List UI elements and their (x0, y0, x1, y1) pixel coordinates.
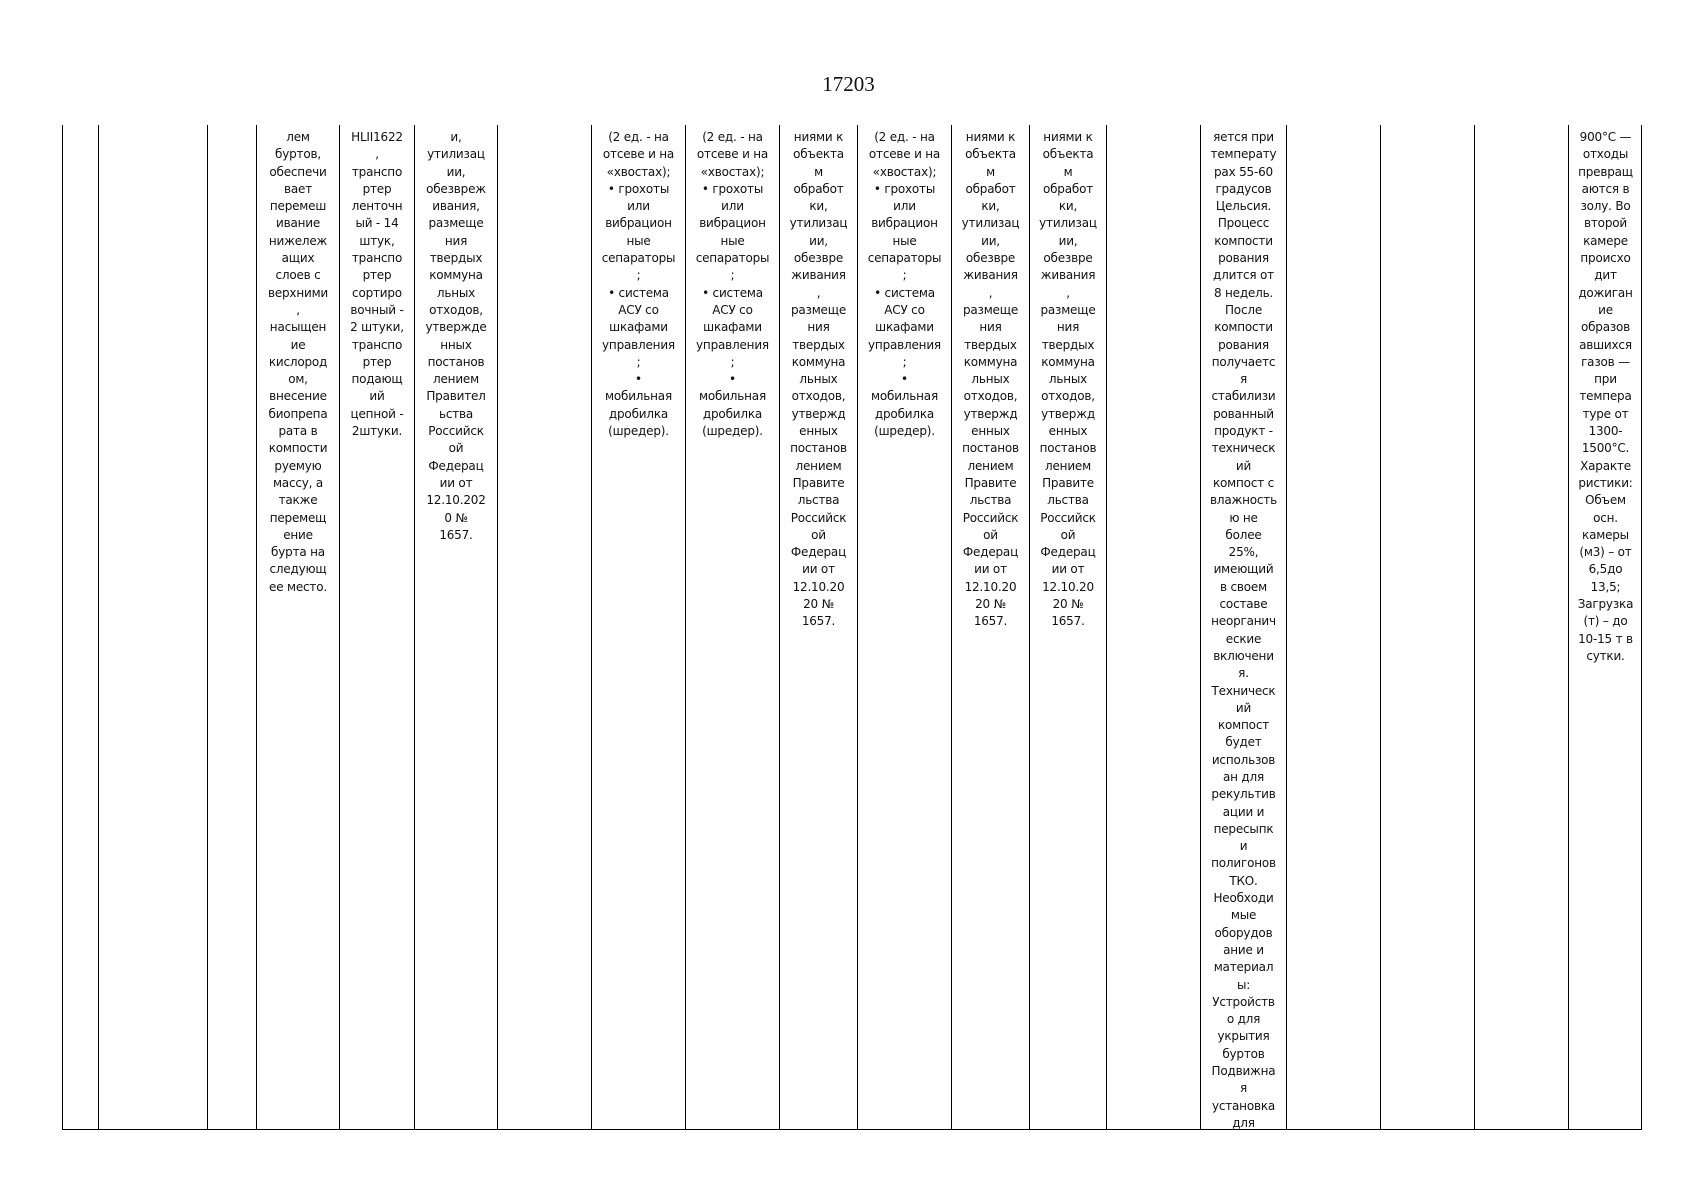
table-column-7 (498, 125, 592, 1130)
table-cell (62, 125, 98, 129)
table-column-10 (780, 125, 858, 1130)
table-column-2 (99, 125, 208, 1130)
table-column-20 (1569, 125, 1642, 1130)
table-column-4 (257, 125, 340, 1130)
page-number: 17203 (822, 72, 875, 96)
table-column-8 (592, 125, 686, 1130)
table-column-13 (1030, 125, 1107, 1130)
table-cell: (2 ед. - на отсеве и на «хвостах); • грохоты или вибрацион ные сепараторы ; • система АСУ со шкафами управления ; • мобильная дробилка (шредер). (695, 130, 770, 439)
table-column-1 (62, 125, 99, 1130)
table-cell (1107, 125, 1200, 129)
table-column-3 (208, 125, 257, 1130)
table-cell: 900°С — отходы превращ аются в золу. Во второй камере происхо дит дожиган ие образов авшихся газов — при темпера туре от 1300- 1500°С. Характе ристики: Объем осн. камеры (м3) – от 6,5до 13,5; Загрузка (т) – до 10-15 т в сутки. (1577, 130, 1634, 663)
table-cell (99, 125, 207, 129)
table-column-16 (1287, 125, 1381, 1130)
table-column-11 (858, 125, 952, 1130)
table-cell: (2 ед. - на отсеве и на «хвостах); • грохоты или вибрацион ные сепараторы ; • система АСУ со шкафами управления ; • мобильная дробилка (шредер). (601, 130, 676, 439)
table-cell: (2 ед. - на отсеве и на «хвостах); • грохоты или вибрацион ные сепараторы ; • система АСУ со шкафами управления ; • мобильная дробилка (шредер). (867, 130, 942, 439)
table-cell: HLII1622 , транспо ртер ленточн ый - 14 штук, транспо ртер сортиро вочный - 2 штуки, транспо ртер подающ ий цепной - 2штуки. (350, 130, 404, 439)
table-column-5 (340, 125, 415, 1130)
table-column-9 (686, 125, 780, 1130)
table-column-6 (415, 125, 498, 1130)
table-cell: и, утилизац ии, обезвреж ивания, размеще ния твердых коммуна льных отходов, утвержде нных постанов лением Правител ьства Российск ой Федерац ии от 12.10.202 0 № 1657. (425, 130, 487, 542)
table-column-12 (952, 125, 1030, 1130)
table-column-18 (1475, 125, 1569, 1130)
table-column-14 (1107, 125, 1201, 1130)
table-cell (1475, 125, 1568, 129)
table-cell: яется при температу рах 55-60 градусов Цельсия. Процесс компости рования длится от 8 недель. После компости рования получаетс я стабилизи рованный продукт - техническ ий компост с влажность ю не более 25%, имеющий в своем составе неорганич еские включени я. Техническ ий компост будет использов ан для рекультив ации и пересыпк и полигонов ТКО. Необходи мые оборудов ание и материал ы: Устройств о для укрытия буртов Подвижна я установка для (1210, 130, 1277, 1130)
table-cell: ниями к объекта м обработ ки, утилизац ии, обезвре живания , размеще ния твердых коммуна льных отходов, утвержд енных постанов лением Правите льства Российск ой Федерац ии от 12.10.20 20 № 1657. (961, 130, 1020, 629)
table-cell (208, 125, 256, 129)
table-cell (1287, 125, 1380, 129)
table-cell: ниями к объекта м обработ ки, утилизац ии, обезвре живания , размеще ния твердых коммуна льных отходов, утвержд енных постанов лением Правите льства Российск ой Федерац ии от 12.10.20 20 № 1657. (789, 130, 848, 629)
table-cell (1381, 125, 1474, 129)
table-cell (498, 125, 591, 129)
table-cell: лем буртов, обеспечи вает перемеш ивание нижележ ащих слоев с верхними , насыщен ие кислород ом, внесение биопрепа рата в компости руемую массу, а также перемещ ение бурта на следующ ее место. (267, 130, 329, 594)
table-cell: ниями к объекта м обработ ки, утилизац ии, обезвре живания , размеще ния твердых коммуна льных отходов, утвержд енных постанов лением Правите льства Российск ой Федерац ии от 12.10.20 20 № 1657. (1039, 130, 1097, 629)
table-column-17 (1381, 125, 1475, 1130)
table-column-15 (1201, 125, 1287, 1130)
